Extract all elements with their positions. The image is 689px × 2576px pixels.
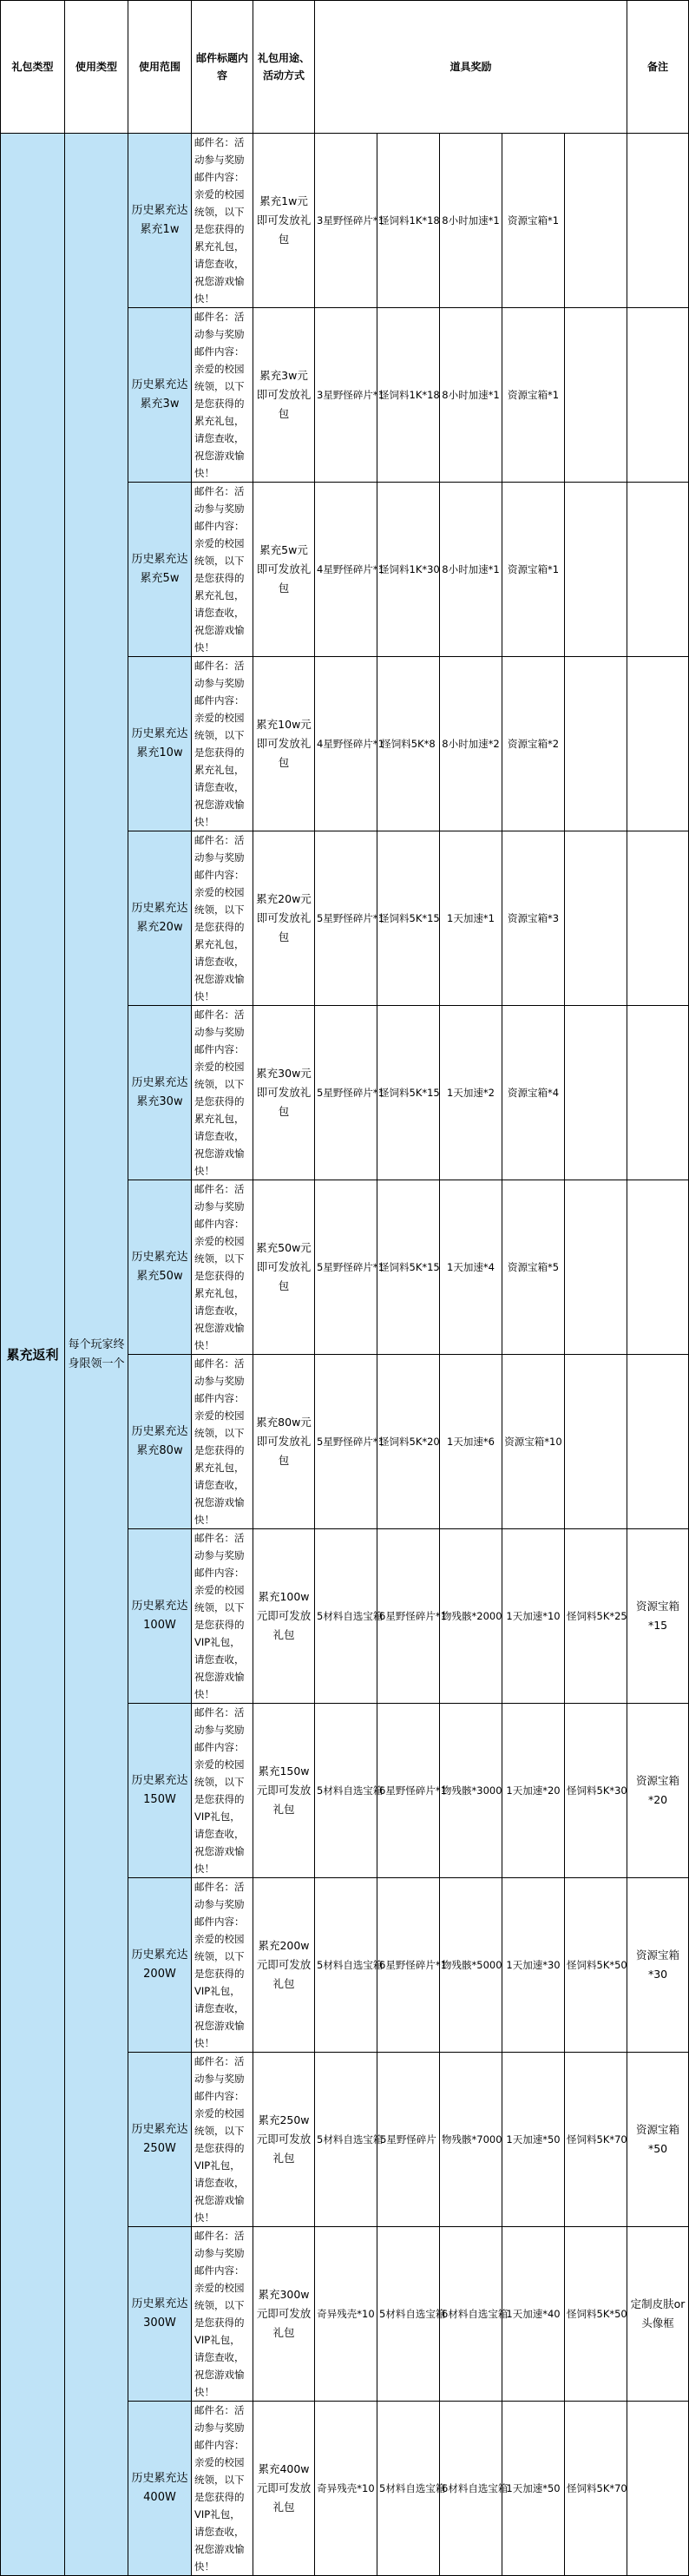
scope-cell: 历史累充达150W	[128, 1704, 192, 1878]
reward-item-cell: 5星野怪碎片*1	[315, 831, 377, 1006]
gift-type-cell: 累充返利	[1, 134, 65, 2576]
remark-cell	[627, 657, 689, 831]
reward-item-cell: 5材料自选宝箱	[315, 1529, 377, 1704]
mail-cell: 邮件名：活动参与奖励邮件内容：亲爱的校园统领，以下是您获得的VIP礼包，请您查收，祝您游戏愉快！	[192, 1878, 253, 2053]
reward-item-cell: 3星野怪碎片*1	[315, 134, 377, 308]
header-mail-title: 邮件标题内容	[192, 1, 253, 134]
table-body	[1, 134, 689, 2576]
reward-item-cell	[565, 1355, 627, 1529]
reward-item-cell: 资源宝箱*4	[502, 1006, 565, 1180]
reward-item-cell: 物残骸*7000	[440, 2053, 502, 2227]
purpose-cell: 累充200w元即可发放礼包	[253, 1878, 315, 2053]
reward-item-cell: 怪饲料5K*15	[377, 831, 440, 1006]
header-row	[1, 1, 689, 134]
mail-cell: 邮件名：活动参与奖励邮件内容：亲爱的校园统领，以下是您获得的VIP礼包，请您查收，祝您游戏愉快！	[192, 1529, 253, 1704]
header-rewards: 道具奖励	[315, 1, 627, 134]
reward-item-cell: 物残骸*3000	[440, 1704, 502, 1878]
header-gift-type: 礼包类型	[1, 1, 65, 134]
reward-item-cell	[565, 831, 627, 1006]
remark-cell: 资源宝箱*20	[627, 1704, 689, 1878]
reward-item-cell: 8小时加速*1	[440, 308, 502, 483]
reward-item-cell: 1天加速*6	[440, 1355, 502, 1529]
reward-item-cell: 资源宝箱*1	[502, 134, 565, 308]
reward-item-cell: 1天加速*30	[502, 1878, 565, 2053]
reward-item-cell: 8小时加速*2	[440, 657, 502, 831]
scope-cell: 历史累充达累充3w	[128, 308, 192, 483]
usage-type-cell: 每个玩家终身限领一个	[65, 134, 128, 2576]
mail-cell: 邮件名：活动参与奖励邮件内容：亲爱的校园统领，以下是您获得的累充礼包，请您查收，祝您游戏愉快！	[192, 1180, 253, 1355]
reward-item-cell: 4星野怪碎片*1	[315, 483, 377, 657]
scope-cell: 历史累充达100W	[128, 1529, 192, 1704]
reward-item-cell: 8小时加速*1	[440, 483, 502, 657]
table-row	[1, 134, 689, 308]
purpose-cell: 累充5w元即可发放礼包	[253, 483, 315, 657]
remark-cell	[627, 1180, 689, 1355]
reward-item-cell: 奇异残壳*10	[315, 2402, 377, 2576]
reward-item-cell: 怪饲料1K*18	[377, 134, 440, 308]
reward-item-cell: 怪饲料5K*70	[565, 2402, 627, 2576]
reward-item-cell	[565, 1006, 627, 1180]
reward-item-cell: 怪饲料5K*15	[377, 1006, 440, 1180]
reward-item-cell: 5材料自选宝箱	[377, 2227, 440, 2402]
reward-item-cell: 3星野怪碎片*1	[315, 308, 377, 483]
mail-cell: 邮件名：活动参与奖励邮件内容：亲爱的校园统领，以下是您获得的VIP礼包，请您查收，祝您游戏愉快！	[192, 2402, 253, 2576]
reward-item-cell: 5材料自选宝箱	[315, 1704, 377, 1878]
reward-item-cell: 6星野怪碎片*1	[377, 1704, 440, 1878]
purpose-cell: 累充30w元即可发放礼包	[253, 1006, 315, 1180]
reward-item-cell: 1天加速*2	[440, 1006, 502, 1180]
header-usage-type: 使用类型	[65, 1, 128, 134]
reward-item-cell: 5星野怪碎片*1	[315, 1355, 377, 1529]
reward-item-cell: 1天加速*1	[440, 831, 502, 1006]
scope-cell: 历史累充达累充80w	[128, 1355, 192, 1529]
remark-cell: 定制皮肤or头像框	[627, 2227, 689, 2402]
reward-item-cell: 物残骸*5000	[440, 1878, 502, 2053]
mail-cell: 邮件名：活动参与奖励邮件内容：亲爱的校园统领，以下是您获得的VIP礼包，请您查收，祝您游戏愉快！	[192, 2227, 253, 2402]
reward-item-cell: 1天加速*4	[440, 1180, 502, 1355]
reward-item-cell: 5材料自选宝箱	[315, 2053, 377, 2227]
header-purpose: 礼包用途、活动方式	[253, 1, 315, 134]
reward-item-cell: 5材料自选宝箱	[377, 2402, 440, 2576]
reward-item-cell: 1天加速*40	[502, 2227, 565, 2402]
reward-item-cell	[565, 657, 627, 831]
purpose-cell: 累充10w元即可发放礼包	[253, 657, 315, 831]
purpose-cell: 累充400w元即可发放礼包	[253, 2402, 315, 2576]
reward-item-cell: 资源宝箱*10	[502, 1355, 565, 1529]
reward-item-cell: 6星野怪碎片*1	[377, 1878, 440, 2053]
scope-cell: 历史累充达250W	[128, 2053, 192, 2227]
scope-cell: 历史累充达累充5w	[128, 483, 192, 657]
reward-item-cell	[565, 308, 627, 483]
remark-cell	[627, 1006, 689, 1180]
reward-item-cell: 5星野怪碎片	[377, 2053, 440, 2227]
reward-item-cell: 5星野怪碎片*1	[315, 1006, 377, 1180]
purpose-cell: 累充1w元即可发放礼包	[253, 134, 315, 308]
reward-item-cell: 6材料自选宝箱	[440, 2227, 502, 2402]
reward-item-cell: 资源宝箱*2	[502, 657, 565, 831]
scope-cell: 历史累充达累充50w	[128, 1180, 192, 1355]
reward-item-cell: 资源宝箱*5	[502, 1180, 565, 1355]
reward-item-cell: 6星野怪碎片*1	[377, 1529, 440, 1704]
reward-item-cell: 5材料自选宝箱	[315, 1878, 377, 2053]
mail-cell: 邮件名：活动参与奖励邮件内容：亲爱的校园统领，以下是您获得的累充礼包，请您查收，祝您游戏愉快！	[192, 1355, 253, 1529]
reward-item-cell: 怪饲料5K*50	[565, 1878, 627, 2053]
mail-cell: 邮件名：活动参与奖励邮件内容：亲爱的校园统领，以下是您获得的累充礼包，请您查收，祝您游戏愉快！	[192, 831, 253, 1006]
mail-cell: 邮件名：活动参与奖励邮件内容：亲爱的校园统领，以下是您获得的累充礼包，请您查收，祝您游戏愉快！	[192, 1006, 253, 1180]
reward-item-cell	[565, 134, 627, 308]
mail-cell: 邮件名：活动参与奖励邮件内容：亲爱的校园统领，以下是您获得的累充礼包，请您查收，祝您游戏愉快！	[192, 308, 253, 483]
remark-cell	[627, 831, 689, 1006]
scope-cell: 历史累充达累充1w	[128, 134, 192, 308]
reward-item-cell: 1天加速*50	[502, 2053, 565, 2227]
scope-cell: 历史累充达300W	[128, 2227, 192, 2402]
reward-item-cell: 资源宝箱*3	[502, 831, 565, 1006]
mail-cell: 邮件名：活动参与奖励邮件内容：亲爱的校园统领，以下是您获得的累充礼包，请您查收，祝您游戏愉快！	[192, 657, 253, 831]
scope-cell: 历史累充达累充10w	[128, 657, 192, 831]
remark-cell	[627, 134, 689, 308]
reward-item-cell: 怪饲料5K*25	[565, 1529, 627, 1704]
reward-item-cell: 怪饲料5K*70	[565, 2053, 627, 2227]
reward-item-cell	[565, 1180, 627, 1355]
purpose-cell: 累充50w元即可发放礼包	[253, 1180, 315, 1355]
reward-item-cell: 怪饲料5K*15	[377, 1180, 440, 1355]
reward-item-cell: 资源宝箱*1	[502, 308, 565, 483]
purpose-cell: 累充150w元即可发放礼包	[253, 1704, 315, 1878]
remark-cell	[627, 2402, 689, 2576]
reward-item-cell: 怪饲料5K*50	[565, 2227, 627, 2402]
mail-cell: 邮件名：活动参与奖励邮件内容：亲爱的校园统领，以下是您获得的VIP礼包，请您查收，祝您游戏愉快！	[192, 2053, 253, 2227]
mail-cell: 邮件名：活动参与奖励邮件内容：亲爱的校园统领，以下是您获得的累充礼包，请您查收，祝您游戏愉快！	[192, 483, 253, 657]
reward-item-cell: 怪饲料1K*30	[377, 483, 440, 657]
reward-item-cell: 奇异残壳*10	[315, 2227, 377, 2402]
scope-cell: 历史累充达累充20w	[128, 831, 192, 1006]
reward-item-cell: 怪饲料5K*30	[565, 1704, 627, 1878]
reward-item-cell: 物残骸*2000	[440, 1529, 502, 1704]
purpose-cell: 累充20w元即可发放礼包	[253, 831, 315, 1006]
mail-cell: 邮件名：活动参与奖励邮件内容：亲爱的校园统领，以下是您获得的VIP礼包，请您查收，祝您游戏愉快！	[192, 1704, 253, 1878]
remark-cell	[627, 1355, 689, 1529]
reward-item-cell: 1天加速*50	[502, 2402, 565, 2576]
remark-cell	[627, 308, 689, 483]
purpose-cell: 累充300w元即可发放礼包	[253, 2227, 315, 2402]
reward-item-cell: 怪饲料1K*18	[377, 308, 440, 483]
remark-cell: 资源宝箱*50	[627, 2053, 689, 2227]
scope-cell: 历史累充达400W	[128, 2402, 192, 2576]
reward-item-cell: 8小时加速*1	[440, 134, 502, 308]
mail-cell: 邮件名：活动参与奖励邮件内容：亲爱的校园统领，以下是您获得的累充礼包，请您查收，祝您游戏愉快！	[192, 134, 253, 308]
remark-cell: 资源宝箱*30	[627, 1878, 689, 2053]
reward-item-cell: 资源宝箱*1	[502, 483, 565, 657]
purpose-cell: 累充3w元即可发放礼包	[253, 308, 315, 483]
reward-item-cell: 怪饲料5K*8	[377, 657, 440, 831]
header-scope: 使用范围	[128, 1, 192, 134]
remark-cell	[627, 483, 689, 657]
purpose-cell: 累充250w元即可发放礼包	[253, 2053, 315, 2227]
reward-item-cell: 1天加速*10	[502, 1529, 565, 1704]
scope-cell: 历史累充达累充30w	[128, 1006, 192, 1180]
reward-item-cell: 4星野怪碎片*1	[315, 657, 377, 831]
reward-item-cell: 1天加速*20	[502, 1704, 565, 1878]
reward-item-cell	[565, 483, 627, 657]
purpose-cell: 累充80w元即可发放礼包	[253, 1355, 315, 1529]
reward-item-cell: 6材料自选宝箱	[440, 2402, 502, 2576]
scope-cell: 历史累充达200W	[128, 1878, 192, 2053]
remark-cell: 资源宝箱*15	[627, 1529, 689, 1704]
header-remark: 备注	[627, 1, 689, 134]
reward-item-cell: 怪饲料5K*20	[377, 1355, 440, 1529]
purpose-cell: 累充100w元即可发放礼包	[253, 1529, 315, 1704]
reward-item-cell: 5星野怪碎片*1	[315, 1180, 377, 1355]
